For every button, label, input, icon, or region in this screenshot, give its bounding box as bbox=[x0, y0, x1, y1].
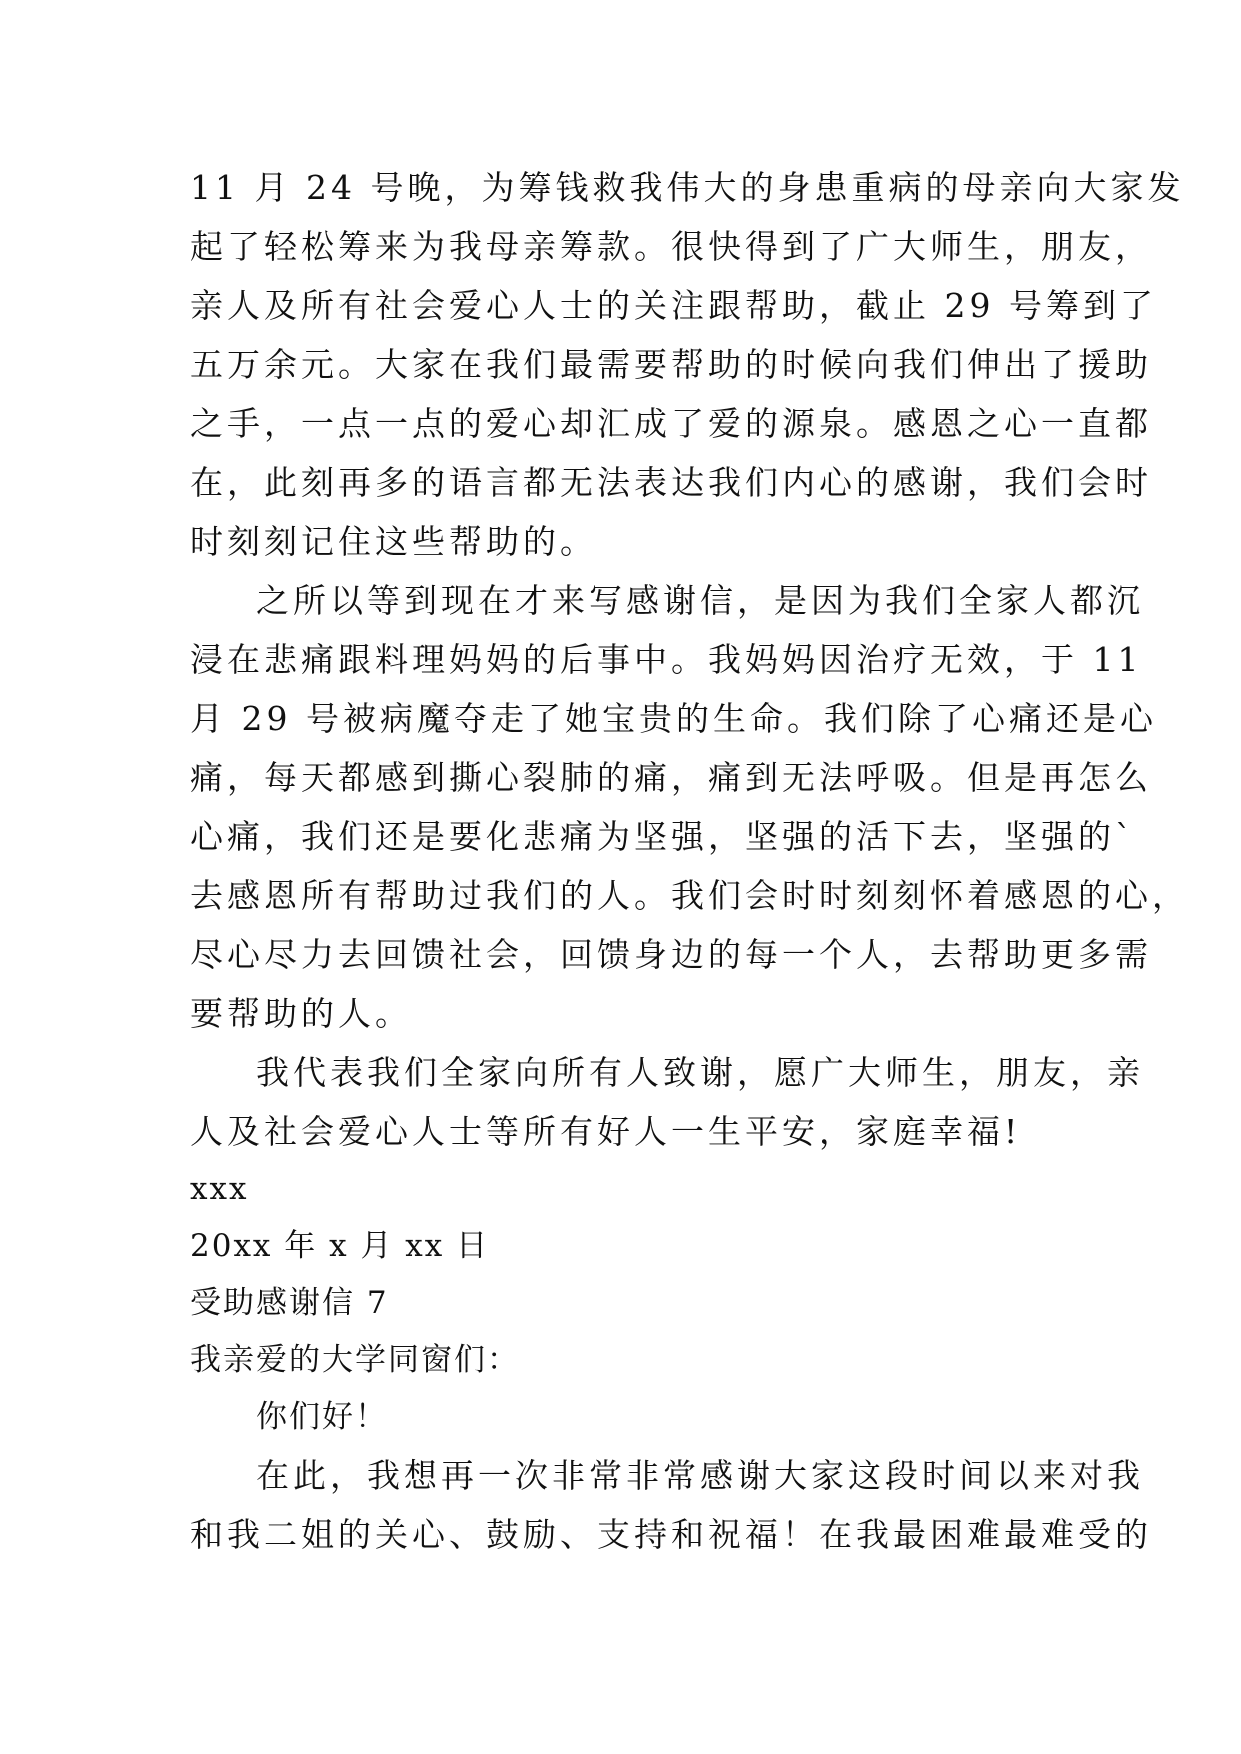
text-line: 和我二姐的关心、鼓励、支持和祝福！在我最困难最难受的 bbox=[190, 1515, 1152, 1554]
text-line: 去感恩所有帮助过我们的人。我们会时时刻刻怀着感恩的心， bbox=[190, 876, 1189, 915]
text-line: 亲人及所有社会爱心人士的关注跟帮助，截止 29 号筹到了 bbox=[190, 286, 1157, 325]
text-line: 月 29 号被病魔夺走了她宝贵的生命。我们除了心痛还是心 bbox=[190, 699, 1157, 738]
text-line: 起了轻松筹来为我母亲筹款。很快得到了广大师生，朋友， bbox=[190, 227, 1152, 266]
text-line: 11 月 24 号晚，为筹钱救我伟大的身患重病的母亲向大家发 bbox=[190, 168, 1185, 207]
paragraph-1 bbox=[190, 158, 1185, 571]
text-line: 之手，一点一点的爱心却汇成了爱的源泉。感恩之心一直都 bbox=[190, 404, 1152, 443]
text-line: 人及社会爱心人士等所有好人一生平安，家庭幸福! bbox=[190, 1112, 1022, 1151]
text-line: 痛，每天都感到撕心裂肺的痛，痛到无法呼吸。但是再怎么 bbox=[190, 758, 1152, 797]
text-line: 我代表我们全家向所有人致谢，愿广大师生，朋友，亲 bbox=[256, 1053, 1144, 1092]
signature: xxx bbox=[190, 1171, 249, 1207]
text-line: 尽心尽力去回馈社会，回馈身边的每一个人，去帮助更多需 bbox=[190, 935, 1152, 974]
text-line: 时刻刻记住这些帮助的。 bbox=[190, 522, 597, 561]
salutation: 我亲爱的大学同窗们： bbox=[190, 1342, 520, 1378]
text-line: 浸在悲痛跟料理妈妈的后事中。我妈妈因治疗无效，于 11 bbox=[190, 640, 1143, 679]
greeting: 你们好！ bbox=[256, 1399, 388, 1435]
letter-title: 受助感谢信 7 bbox=[190, 1285, 389, 1321]
date: 20xx 年 x 月 xx 日 bbox=[190, 1228, 490, 1264]
document-body bbox=[190, 158, 1189, 1564]
text-line: 五万余元。大家在我们最需要帮助的时候向我们伸出了援助 bbox=[190, 345, 1152, 384]
paragraph-4 bbox=[190, 1446, 1152, 1564]
text-line: 要帮助的人。 bbox=[190, 994, 412, 1033]
text-line: 之所以等到现在才来写感谢信，是因为我们全家人都沉 bbox=[256, 581, 1144, 620]
paragraph-3 bbox=[190, 1043, 1144, 1161]
text-line: 在此，我想再一次非常非常感谢大家这段时间以来对我 bbox=[256, 1456, 1144, 1495]
text-line: 在，此刻再多的语言都无法表达我们内心的感谢，我们会时 bbox=[190, 463, 1152, 502]
paragraph-2 bbox=[190, 571, 1189, 1043]
text-line: 心痛，我们还是要化悲痛为坚强，坚强的活下去，坚强的` bbox=[190, 817, 1136, 856]
